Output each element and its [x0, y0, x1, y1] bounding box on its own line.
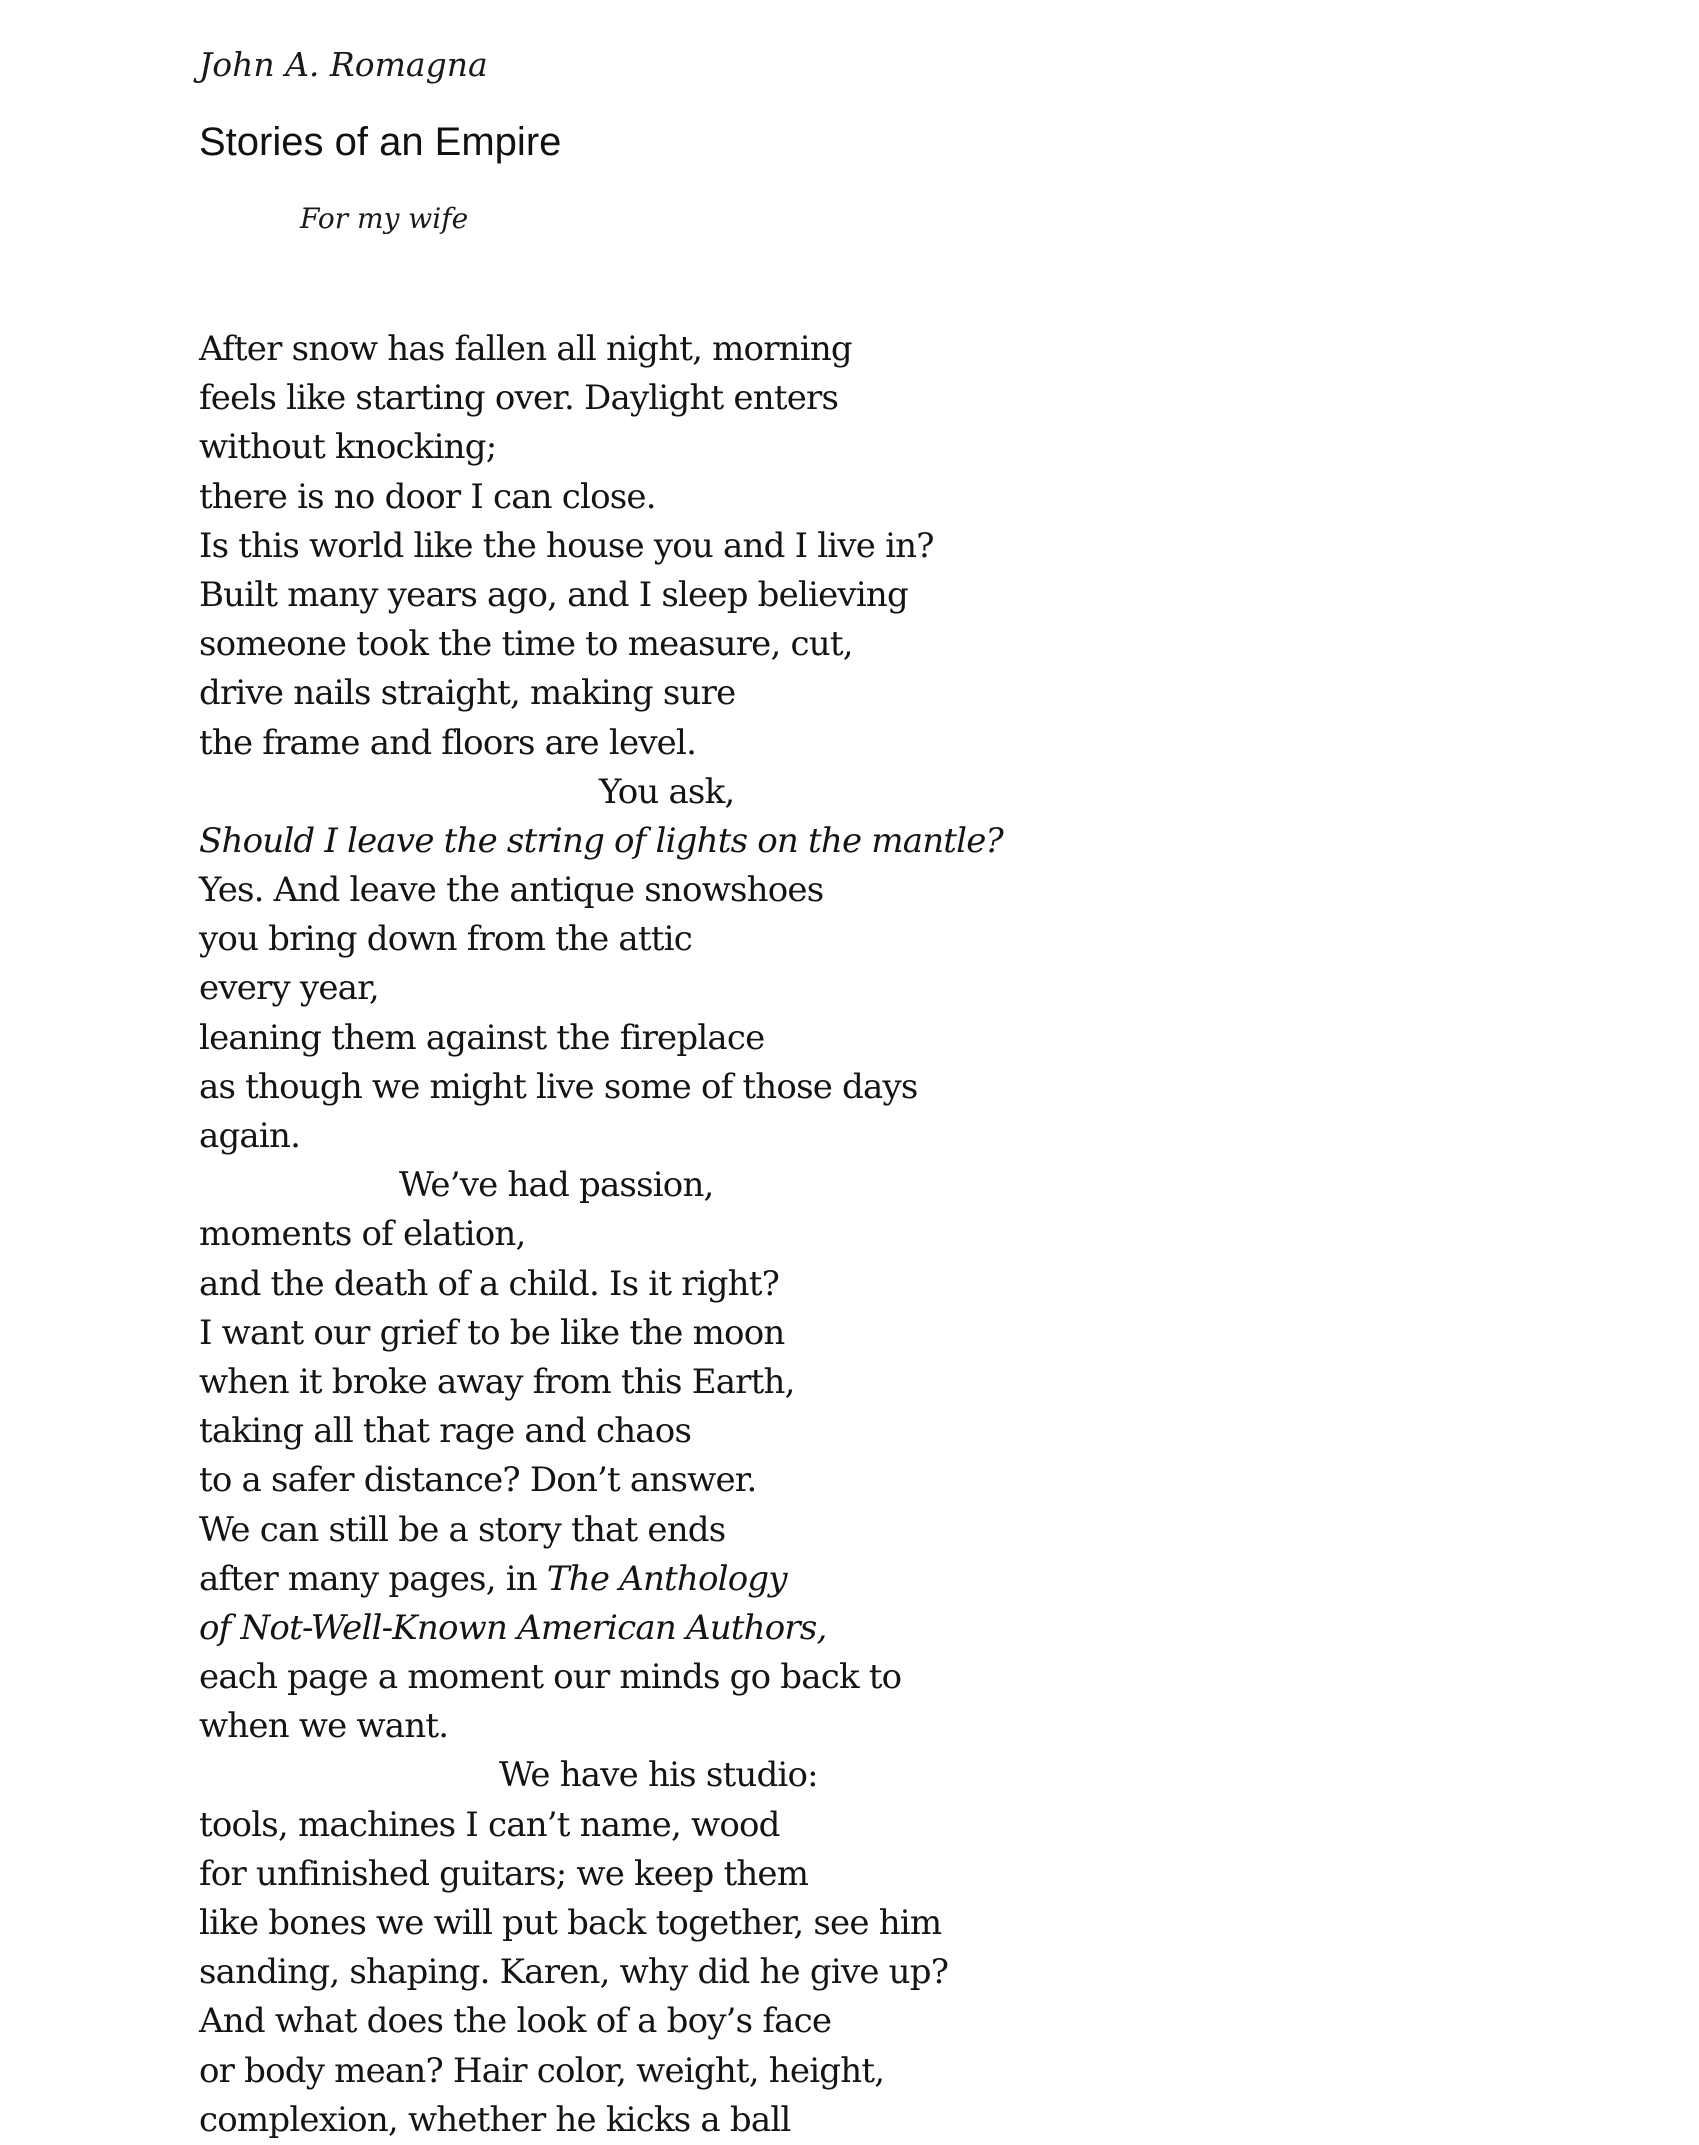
- poem-line: there is no door I can close.: [199, 476, 656, 517]
- anthology-title: The Anthology: [546, 1558, 787, 1599]
- poem-line: Should I leave the string of lights on the mantle?: [199, 820, 1003, 861]
- poem-line: you bring down from the attic: [199, 919, 692, 960]
- poem-line: leaning them against the fireplace: [199, 1017, 765, 1058]
- poem-line: feels like starting over. Daylight enters: [199, 378, 839, 419]
- poem-line: moments of elation,: [199, 1214, 526, 1255]
- poem-line: complexion, whether he kicks a ball: [199, 2099, 791, 2140]
- poem-line: every year,: [199, 968, 379, 1009]
- poem-line: tools, machines I can’t name, wood: [199, 1804, 780, 1845]
- poem-line: to a safer distance? Don’t answer.: [199, 1460, 757, 1501]
- poem-line: of Not-Well-Known American Authors,: [199, 1607, 827, 1648]
- poem-line: when we want.: [199, 1706, 449, 1747]
- poem-line: And what does the look of a boy’s face: [199, 2001, 832, 2042]
- poem-line: We can still be a story that ends: [199, 1509, 726, 1550]
- poem-line: the frame and floors are level.: [199, 722, 697, 763]
- poem-line: someone took the time to measure, cut,: [199, 624, 853, 665]
- poem-line: I want our grief to be like the moon: [199, 1312, 785, 1353]
- poem-line: We’ve had passion,: [399, 1165, 714, 1206]
- poem-line: Is this world like the house you and I live in?: [199, 525, 934, 566]
- poem-line: and the death of a child. Is it right?: [199, 1263, 780, 1304]
- poem-line: like bones we will put back together, see him: [199, 1903, 942, 1943]
- poem-line: after many pages, in The Anthology: [199, 1558, 787, 1599]
- poem-line: again.: [199, 1116, 301, 1156]
- poem-line: sanding, shaping. Karen, why did he give up?: [199, 1952, 949, 1993]
- poem-line: You ask,: [599, 771, 735, 812]
- poem-line: taking all that rage and chaos: [199, 1411, 692, 1452]
- poem-line: for unfinished guitars; we keep them: [199, 1853, 809, 1894]
- poem-title: Stories of an Empire: [199, 120, 562, 164]
- poem-line: or body mean? Hair color, weight, height,: [199, 2050, 885, 2091]
- poem-line: Built many years ago, and I sleep believing: [199, 574, 908, 615]
- poem-line: We have his studio:: [499, 1755, 818, 1796]
- poem-line: without knocking;: [199, 427, 497, 468]
- poem-line: drive nails straight, making sure: [199, 673, 736, 714]
- poem-body: [199, 325, 1003, 2145]
- poem-line: each page a moment our minds go back to: [199, 1657, 902, 1698]
- poem-line: After snow has fallen all night, morning: [199, 329, 852, 369]
- poem-line: when it broke away from this Earth,: [199, 1361, 795, 1402]
- poem-line: Yes. And leave the antique snowshoes: [199, 870, 824, 911]
- dedication: For my wife: [300, 202, 469, 235]
- poem-line: as though we might live some of those days: [199, 1066, 918, 1107]
- author-name: John A. Romagna: [199, 45, 488, 84]
